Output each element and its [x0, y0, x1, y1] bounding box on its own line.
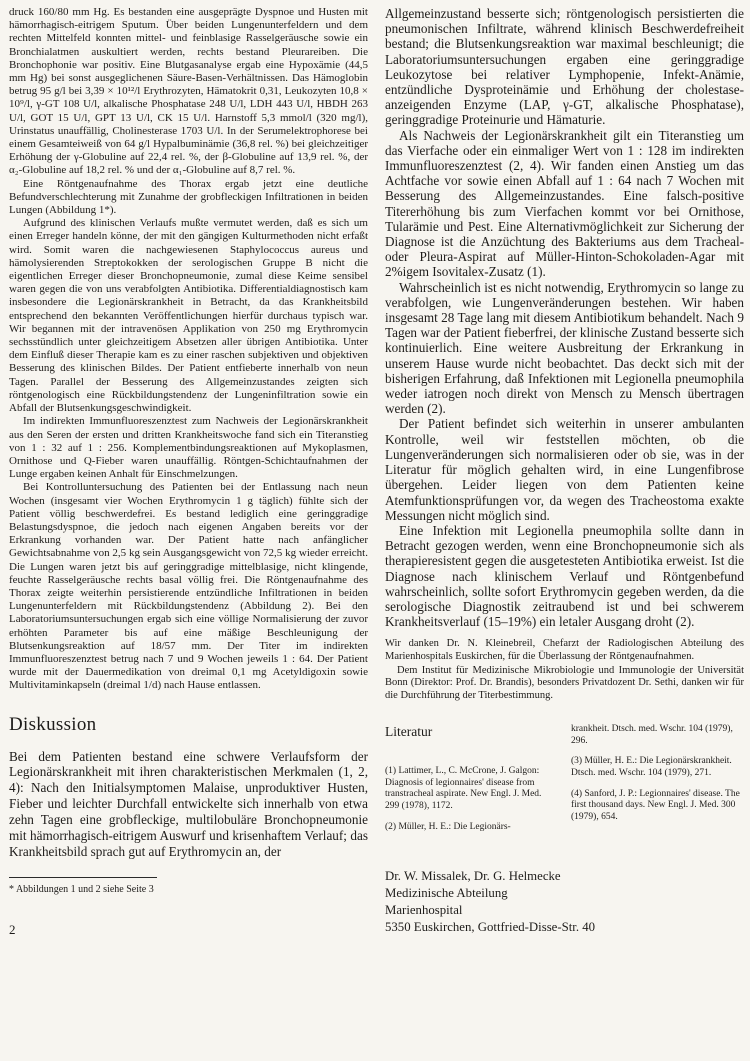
footnote: * Abbildungen 1 und 2 siehe Seite 3: [9, 883, 154, 895]
literature-column-1: [385, 724, 557, 842]
author-address-block: [385, 868, 744, 936]
address-line: Marienhospital: [385, 903, 463, 918]
paragraph: Eine Infektion mit Legionella pneumophila sollte dann in Betracht gezogen werden, wenn eine Bronchopneumonie sich als therapieresistent gegen die ausgetesteten Antibiotika erweist. Ist die Diagnose nach klinischem Verlauf und Röntgenbefund wahrscheinlich, sollte sofort Erythromycin gegeben werden, da die serologische Diagnostik zeitraubend ist und bei schwerem Krankheitsverlauf (15–19%) ein letaler Ausgang droht (2).: [385, 522, 744, 630]
acknowledgement: Dem Institut für Medizinische Mikrobiologie und Immunologie der Universität Bonn (Direktor: Prof. Dr. Brandis), besonders Privatdozent Dr. Sethi, danken wir für die Durchführung der Titerbestimmung.: [385, 664, 744, 701]
literature-heading: Literatur: [385, 724, 433, 740]
literature-section: [385, 724, 744, 842]
reference-item: (3) Müller, H. E.: Die Legionärskrankheit. Dtsch. med. Wschr. 104 (1979), 271.: [571, 756, 732, 779]
reference-item: (4) Sanford, J. P.: Legionnaires' disease. The first thousand days. New Engl. J. Med. 300 (1979), 654.: [571, 788, 740, 822]
discussion-heading: Diskussion: [9, 713, 97, 735]
paragraph: Als Nachweis der Legionärskrankheit gilt ein Titeranstieg um das Vierfache oder ein einmaliger Wert von 1 : 128 im indirekten Immunfluoreszenztest (2, 4). Wir fanden einen Anstieg um das Achtfache vor sowie einen Abfall auf 1 : 64 nach 7 Wochen mit Besserung des Allgemeinzustandes. Eine falsch-positive Titererhöhung bis zum Vierfachen kommt vor bei Ornithose, Tularämie und Pest. Eine Alternativmöglichkeit zur Sicherung der Diagnose ist die Anzüchtung des Bakteriums aus dem Tracheal- oder Pleura-Aspirat auf Müller-Hinton-Schokoladen-Agar mit 2%igem Isovitalex-Zusatz (1).: [385, 127, 744, 280]
address-line: Dr. W. Missalek, Dr. G. Helmecke: [385, 869, 561, 884]
reference-item: krankheit. Dtsch. med. Wschr. 104 (1979), 296.: [571, 724, 733, 746]
address-line: 5350 Euskirchen, Gottfried-Disse-Str. 40: [385, 920, 596, 935]
paragraph: Bei Kontrolluntersuchung des Patienten bei der Entlassung nach neun Wochen (insgesamt vier Wochen Erythromycin 1 g täglich) fühlte sich der Patient völlig beschwerdefrei. Es bestand lediglich eine geringgradige Belastungsdyspnoe, die jedoch nach eigenen Angaben bereits vor der Erkrankung vorhanden war. Der Patient hatte nach anfänglicher Gewichtsabnahme von 2,5 kg sein Ausgangsgewicht von 72,5 kg wieder erreicht. Die Lungen waren jetzt bis auf geringgradige mittelblasige, nicht klingende, feuchte Rasselgeräusche rechts basal völlig frei. Die Röntgenaufnahme des Thorax zeigte weiterhin persistierende entzündliche Infiltrationen in beiden Lungenunterfeldern mit Rückbildungstendenz (Abbildung 2). Bei den Laboratoriumsuntersuchungen ergab sich eine völlige Normalisierung der zuvor erhöhten Parameter bis auf eine mäßige Beschleunigung der Blutsenkungsreaktion auf 18/57 mm. Der Titer im indirekten Immunfluoreszenztest betrug nach 7 und 9 Wochen jeweils 1 : 64. Der Patient wurde mit der Dauermedikation von dreimal 0,1 mg Acetyldigoxin sowie Multivitaminkapseln (dreimal 1/d) nach Hause entlassen.: [9, 481, 368, 692]
paragraph: Allgemeinzustand besserte sich; röntgenologisch persistierten die pneumonischen Infiltrate, während klinisch Beschwerdefreiheit bestand; die Blutsenkungsreaktion war maximal beschleunigt; die Laboratoriumsuntersuchungen ergaben eine geringgradige Leukozytose bei relativer Lymphopenie, Infekt-Anämie, entzündliche Dysproteinämie und Erhöhung der cholestase-anzeigenden Enzyme (LAP, γ-GT, alkalische Phosphatase), geringgradige Proteinurie und Hämaturie.: [385, 6, 744, 128]
right-column: [385, 6, 744, 1061]
paragraph: Der Patient befindet sich weiterhin in unserer ambulanten Kontrolle, weil wir feststellen möchten, ob die Lungenveränderungen sich normalisieren oder ob sie, was in der Literatur für möglich gehalten wird, in eine Lungenfibrose übergehen. Leider liegen von dem Patienten keine Atemfunktionsprüfungen vor, da wegen des Tracheostoma exakte Messungen nicht möglich sind.: [385, 416, 744, 523]
left-column: [9, 6, 368, 1061]
discussion-text-left: [9, 749, 368, 860]
discussion-text-right: [385, 6, 744, 629]
page-number: 2: [9, 921, 16, 937]
paragraph: Im indirekten Immunfluoreszenztest zum Nachweis der Legionärskrankheit aus den Seren der ersten und dritten Krankheitswoche fand sich ein Titeranstieg von 1 : 32 auf 1 : 256. Komplementbindungsreaktionen auf Mykoplasmen, Ornithose und Q-Fieber waren unauffällig. Röntgen-Schichtaufnahmen der Lunge ergaben keinen Anhalt für Einschmelzungen.: [9, 415, 368, 481]
reference-list: [385, 766, 557, 833]
address-line: Medizinische Abteilung: [385, 886, 508, 901]
literature-column-2: [571, 724, 743, 842]
reference-item: (2) Müller, H. E.: Die Legionärs-: [385, 821, 511, 832]
footnote-rule: [9, 877, 157, 878]
reference-item: (1) Lattimer, L., C. McCrone, J. Galgon: Diagnosis of legionnaires' disease from transtracheal aspirate. New Engl. J. Med. 299 (1978), 1172.: [385, 766, 542, 812]
paragraph: Bei dem Patienten bestand eine schwere Verlaufsform der Legionärskrankheit mit ihren charakteristischen Merkmalen (1, 2, 4): Nach den Initialsymptomen Malaise, unproduktiver Husten, Fieber und leichter Durchfall entwickelte sich innerhalb von etwa zehn Tagen eine grobfleckige, multilobuläre Bronchopneumonie mit hämorrhagisch-eitrigem Auswurf und krisenhaftem Verlauf; das Krankheitsbild sprach gut auf Erythromycin an, der: [9, 748, 368, 859]
acknowledgement: Wir danken Dr. N. Kleinebreil, Chefarzt der Radiologischen Abteilung des Marienhospitals Euskirchen, für die Überlassung der Röntgenaufnahmen.: [385, 638, 744, 662]
acknowledgements: [385, 638, 744, 702]
paragraph: Eine Röntgenaufnahme des Thorax ergab jetzt eine deutliche Befundverschlechterung mit Zunahme der grobfleckigen Infiltrationen in beiden Lungen (Abbildung 1*).: [9, 177, 368, 217]
paragraph: Wahrscheinlich ist es nicht notwendig, Erythromycin so lange zu verabfolgen, wie Lungenveränderungen bestehen. Wir haben insgesamt 28 Tage lang mit diesem Antibiotikum behandelt. Nach 9 Tagen war der Patient fieberfrei, der klinische Zustand besserte sich kontinuierlich. Eine weitere Ausbreitung der Erkrankung in unserem Hause wurde nicht beobachtet. Das deckt sich mit der bisherigen Erfahrung, daß Infektionen mit Legionella pneumophila weder iatrogen noch direkt von Mensch zu Mensch übertragen werden (2).: [385, 279, 744, 417]
case-report-text: [9, 6, 368, 693]
paragraph: Aufgrund des klinischen Verlaufs mußte vermutet werden, daß es sich um einen Erreger handeln könne, der mit den gängigen Kulturmethoden nicht erfaßt wird. Somit waren die nachgewiesenen Staphylococcus aureus und hämolysierenden Streptokokken der serologischen Gruppe B nicht die eigentlichen Erreger dieser Bronchopneumonie, zumal diese Keime sensibel waren gegen die von uns verabfolgten Antibiotika. Differentialdiagnostisch kam insbesondere die Legionärskrankheit in Betracht, da das Krankheitsbild entsprechend den bekannten Veröffentlichungen hierfür durchaus typisch war. Wir begannen mit der intravenösen Applikation von 250 mg Erythromycin sechsstündlich unter gleichzeitigem Absetzen aller übrigen Antibiotika. Unter dem Einfluß dieser Therapie kam es zu einer raschen subjektiven und objektiven Besserung des klinischen Bildes. Der Patient entfieberte innerhalb von neun Tagen. Parallel der Besserung des Allgemeinzustandes zeigten sich röntgenologisch eine Rückbildungstendenz der Lungeninfiltration sowie ein Abfall der Blutsenkungsgeschwindigkeit.: [9, 217, 368, 415]
paragraph: druck 160/80 mm Hg. Es bestanden eine ausgeprägte Dyspnoe und Husten mit hämorrhagisch-eitrigem Sputum. Über beiden Lungenunterfeldern und dem rechten Mittelfeld konnten mittel- und feinblasige Rasselgeräusche sowie ein Bronchialatmen auskultiert werden, rechts bestand Pleurareiben. Die Bronchophonie war positiv. Eine Blutgasanalyse ergab eine Hypoxämie (44,5 mm Hg) bei sonst ausgeglichenen Säure-Basen-Verhältnissen. Das Hämoglobin betrug 95 g/l bei 3,39 × 10¹²/l Erythrozyten, Hämatokrit 0,31, Leukozyten 10,8 × 10⁹/l, γ-GT 108 U/l, alkalische Phosphatase 248 U/l, LDH 443 U/l, HBDH 263 U/l, GOT 15 U/l, GPT 13 U/l, CK 15 U/l. Harnstoff 5,3 mmol/l (320 mg/l), Urinstatus unauffällig, Cholinesterase 1703 U/l. In der Serumelektrophorese bei einem Gesamteiweiß von 64 g/l Hypalbuminämie (36,8 rel. %) bei gleichzeitiger Erhöhung der γ-Globuline auf 22,4 rel. %, der β-Globuline auf 13,9 rel. %, der α₂-Globuline auf 18,2 rel. % und der α₁-Globuline auf 8,7 rel. %.: [9, 6, 368, 177]
reference-list: [571, 724, 743, 823]
